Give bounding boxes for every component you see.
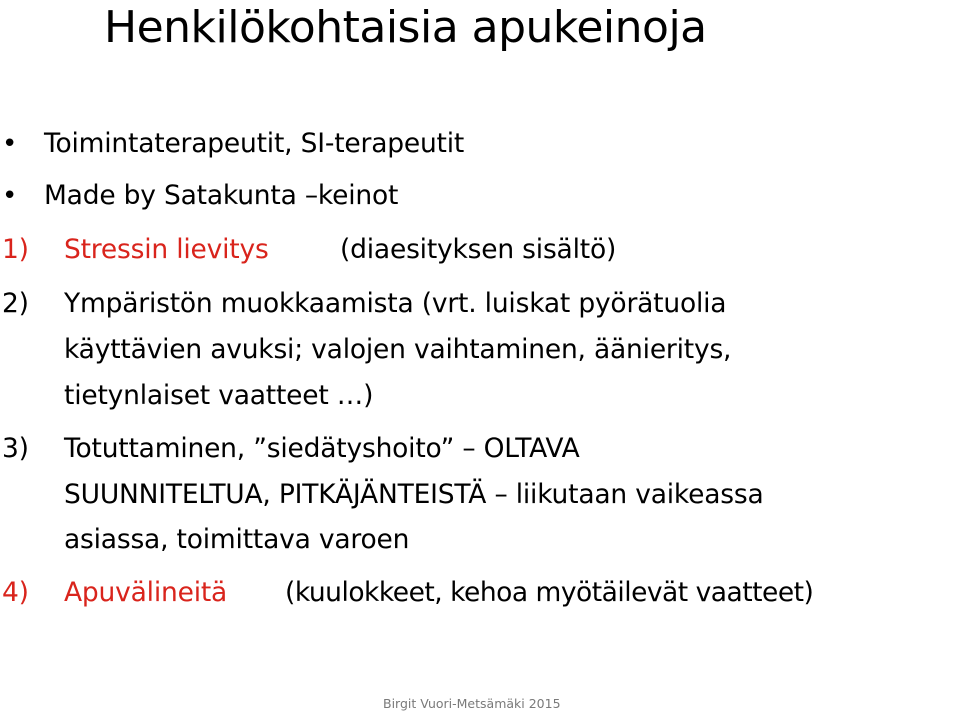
item-3-line-1: Totuttaminen, ”siedätyshoito” – OLTAVA xyxy=(64,433,580,464)
bullet-marker: • xyxy=(2,181,18,211)
item-4-marker: 4) xyxy=(2,577,29,608)
item-4-rest: (kuulokkeet, kehoa myötäilevät vaatteet) xyxy=(285,577,814,608)
bullet-text-therapists: Toimintaterapeutit, SI-terapeutit xyxy=(44,128,465,159)
item-1-marker: 1) xyxy=(2,234,29,265)
item-3-line-2: SUUNNITELTUA, PITKÄJÄNTEISTÄ – liikutaan vaikeassa xyxy=(64,479,764,510)
item-2-line-1: Ympäristön muokkaamista (vrt. luiskat pyörätuolia xyxy=(64,288,727,319)
item-1-rest: (diaesityksen sisältö) xyxy=(340,234,617,265)
slide-title: Henkilökohtaisia apukeinoja xyxy=(104,2,707,53)
bullet-marker: • xyxy=(2,129,18,159)
item-4-lead: Apuvälineitä xyxy=(64,577,228,608)
bullet-text-satakunta: Made by Satakunta –keinot xyxy=(44,180,399,211)
item-2-line-3: tietynlaiset vaatteet …) xyxy=(64,380,374,411)
item-2-marker: 2) xyxy=(2,288,29,319)
item-3-line-3: asiassa, toimittava varoen xyxy=(64,524,410,555)
footer-author: Birgit Vuori-Metsämäki 2015 xyxy=(383,696,561,711)
item-2-line-2: käyttävien avuksi; valojen vaihtaminen, äänieritys, xyxy=(64,334,732,365)
item-3-marker: 3) xyxy=(2,433,29,464)
item-1-lead: Stressin lievitys xyxy=(64,234,269,265)
